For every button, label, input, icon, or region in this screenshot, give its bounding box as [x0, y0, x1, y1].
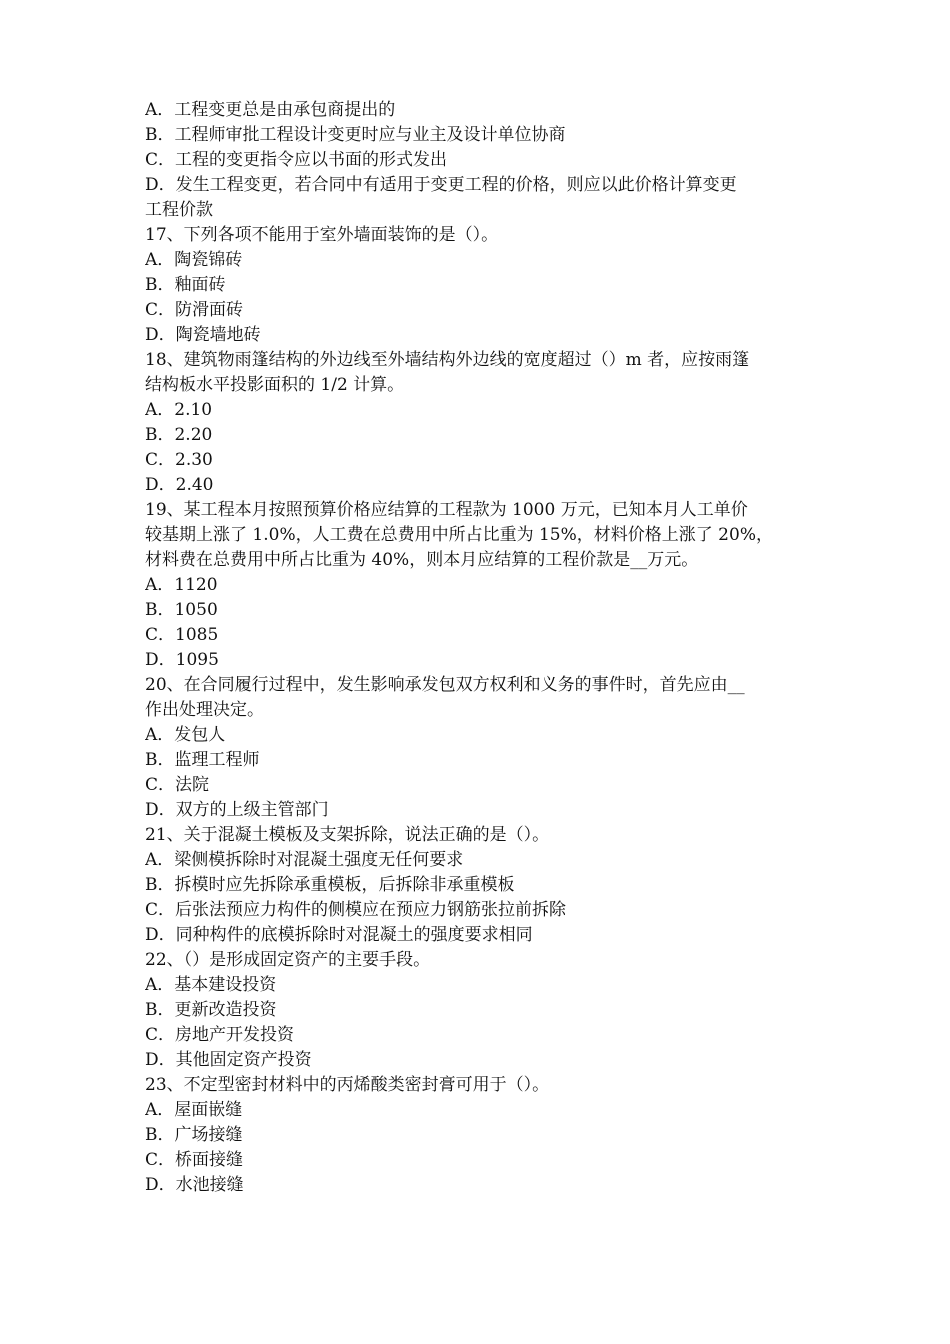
option-line: C．工程的变更指令应以书面的形式发出 [145, 150, 448, 170]
document-page [145, 98, 815, 1198]
question-21: 21、关于混凝土模板及支架拆除，说法正确的是（）。 [145, 825, 550, 845]
option-line: A．梁侧模拆除时对混凝土强度无任何要求 [145, 850, 464, 870]
option-line: B．拆模时应先拆除承重模板，后拆除非承重模板 [145, 875, 515, 895]
question-18: 18、建筑物雨篷结构的外边线至外墙结构外边线的宽度超过（）m 者，应按雨篷 [145, 350, 750, 370]
option-line: D．1095 [145, 650, 219, 670]
option-line: A．2.10 [145, 400, 213, 420]
option-line: D．水池接缝 [145, 1175, 244, 1195]
option-line-continued: 工程价款 [145, 200, 213, 220]
question-22: 22、（）是形成固定资产的主要手段。 [145, 950, 431, 970]
option-line: D．发生工程变更，若合同中有适用于变更工程的价格，则应以此价格计算变更 [145, 175, 737, 195]
option-line: C．防滑面砖 [145, 300, 244, 320]
option-line: D．其他固定资产投资 [145, 1050, 312, 1070]
question-20-continued: 作出处理决定。 [145, 700, 264, 720]
option-line: B．广场接缝 [145, 1125, 243, 1145]
question-19-continued: 材料费在总费用中所占比重为 40%，则本月应结算的工程价款是__万元。 [145, 550, 699, 570]
question-19-continued: 较基期上涨了 1.0%，人工费在总费用中所占比重为 15%，材料价格上涨了 20%， [145, 525, 773, 545]
option-line: A．陶瓷锦砖 [145, 250, 243, 270]
option-line: B．监理工程师 [145, 750, 260, 770]
question-17: 17、下列各项不能用于室外墙面装饰的是（）。 [145, 225, 499, 245]
option-line: B．釉面砖 [145, 275, 226, 295]
option-line: B．2.20 [145, 425, 213, 445]
option-line: A．1120 [145, 575, 218, 595]
question-18-continued: 结构板水平投影面积的 1/2 计算。 [145, 375, 405, 395]
option-line: A．基本建设投资 [145, 975, 277, 995]
option-line: C．房地产开发投资 [145, 1025, 295, 1045]
option-line: C．后张法预应力构件的侧模应在预应力钢筋张拉前拆除 [145, 900, 567, 920]
option-line: B．1050 [145, 600, 218, 620]
option-line: D．同种构件的底模拆除时对混凝土的强度要求相同 [145, 925, 533, 945]
question-23: 23、不定型密封材料中的丙烯酸类密封膏可用于（）。 [145, 1075, 550, 1095]
option-line: D．双方的上级主管部门 [145, 800, 329, 820]
question-19: 19、某工程本月按照预算价格应结算的工程款为 1000 万元，已知本月人工单价 [145, 500, 748, 520]
option-line: A．发包人 [145, 725, 226, 745]
option-line: C．桥面接缝 [145, 1150, 244, 1170]
option-line: B．工程师审批工程设计变更时应与业主及设计单位协商 [145, 125, 566, 145]
option-line: A．屋面嵌缝 [145, 1100, 243, 1120]
option-line: C．法院 [145, 775, 210, 795]
option-line: D．2.40 [145, 475, 214, 495]
option-line: D．陶瓷墙地砖 [145, 325, 261, 345]
question-20: 20、在合同履行过程中，发生影响承发包双方权利和义务的事件时，首先应由__ [145, 675, 745, 695]
option-line: A．工程变更总是由承包商提出的 [145, 100, 396, 120]
option-line: C．2.30 [145, 450, 213, 470]
option-line: B．更新改造投资 [145, 1000, 277, 1020]
option-line: C．1085 [145, 625, 219, 645]
